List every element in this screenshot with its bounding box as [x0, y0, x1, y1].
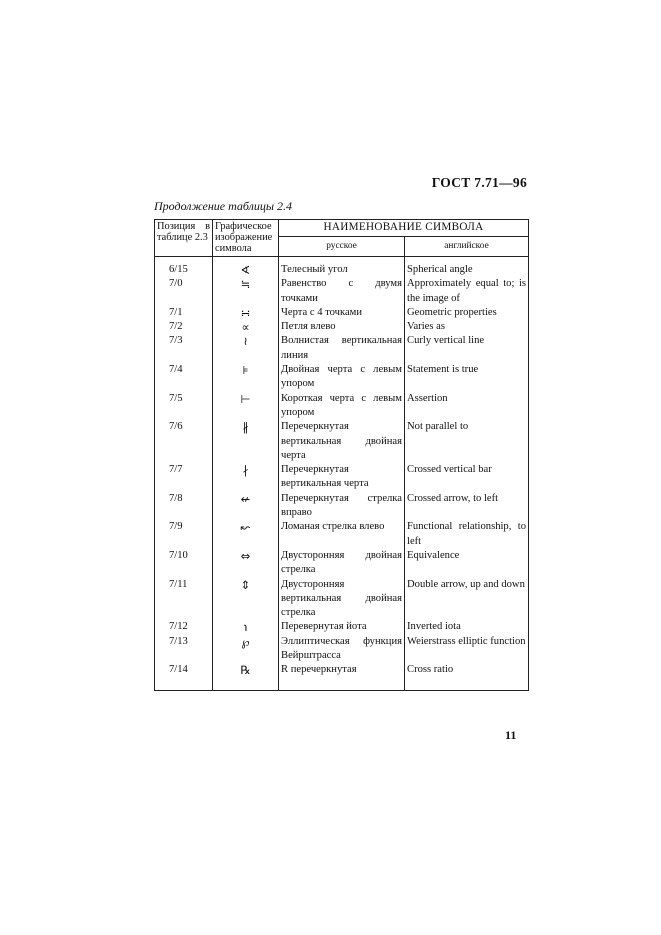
position-cell: 7/1 [155, 306, 213, 320]
approx-equal-dots-icon: ≒ [213, 277, 279, 306]
position-cell: 7/10 [155, 549, 213, 578]
russian-name-cell: Петля влево [279, 320, 405, 334]
position-cell: 7/6 [155, 420, 213, 463]
header-position: Позиция в таблице 2.3 [155, 220, 213, 257]
table-row [155, 492, 529, 521]
english-name-cell: Crossed arrow, to left [405, 492, 529, 521]
table-row [155, 277, 529, 306]
russian-name-cell: Эллиптическая функция Вейрштрасса [279, 635, 405, 664]
header-symbol-name: НАИМЕНОВАНИЕ СИМВОЛА [279, 220, 529, 237]
table-row [155, 320, 529, 334]
position-cell: 7/3 [155, 334, 213, 363]
right-tack-icon: ⊢ [213, 392, 279, 421]
header-graphic-image: Графическое изображение символа [213, 220, 279, 257]
english-name-cell: Approximately equal to; is the image of [405, 277, 529, 306]
table-row [155, 520, 529, 549]
table-row [155, 620, 529, 634]
document-code: ГОСТ 7.71—96 [431, 175, 527, 190]
english-name-cell: Crossed vertical bar [405, 463, 529, 492]
position-cell: 7/7 [155, 463, 213, 492]
table-row [155, 635, 529, 664]
position-cell: 7/2 [155, 320, 213, 334]
geometric-proportion-icon: ∺ [213, 306, 279, 320]
double-arrow-up-down-icon: ⇕ [213, 578, 279, 621]
russian-name-cell: Перевернутая йота [279, 620, 405, 634]
russian-name-cell: Перечеркнутая стрелка вправо [279, 492, 405, 521]
table-row [155, 334, 529, 363]
english-name-cell: Varies as [405, 320, 529, 334]
models-icon: ⊧ [213, 363, 279, 392]
russian-name-cell: Короткая черта с левым упором [279, 392, 405, 421]
position-cell: 7/12 [155, 620, 213, 634]
table-row [155, 578, 529, 621]
russian-name-cell: Перечеркнутая вертикальная двойная черта [279, 420, 405, 463]
position-cell: 7/9 [155, 520, 213, 549]
position-cell: 7/0 [155, 277, 213, 306]
english-name-cell: Inverted iota [405, 620, 529, 634]
table-row [155, 392, 529, 421]
english-name-cell: Geometric properties [405, 306, 529, 320]
russian-name-cell: Двусторонняя двойная стрелка [279, 549, 405, 578]
table-continuation-caption: Продолжение таблицы 2.4 [154, 199, 293, 213]
position-cell: 7/14 [155, 663, 213, 690]
english-name-cell: Not parallel to [405, 420, 529, 463]
table-row [155, 257, 529, 278]
page-number: 11 [505, 728, 517, 742]
table-row [155, 363, 529, 392]
crossed-r-icon: ℞ [213, 663, 279, 690]
table-row [155, 420, 529, 463]
position-cell: 6/15 [155, 257, 213, 278]
english-name-cell: Cross ratio [405, 663, 529, 690]
wave-arrow-left-icon: ↜ [213, 520, 279, 549]
position-cell: 7/8 [155, 492, 213, 521]
header-english: английское [405, 237, 529, 257]
position-cell: 7/11 [155, 578, 213, 621]
english-name-cell: Double arrow, up and down [405, 578, 529, 621]
table-row [155, 663, 529, 690]
english-name-cell: Functional relationship, to left [405, 520, 529, 549]
russian-name-cell: Двойная черта с левым упором [279, 363, 405, 392]
russian-name-cell: Телесный угол [279, 257, 405, 278]
proportional-icon: ∝ [213, 320, 279, 334]
english-name-cell: Curly vertical line [405, 334, 529, 363]
table-row [155, 463, 529, 492]
symbols-table [154, 219, 529, 691]
spherical-angle-icon: ∢ [213, 257, 279, 278]
position-cell: 7/5 [155, 392, 213, 421]
russian-name-cell: Черта с 4 точками [279, 306, 405, 320]
inverted-iota-icon: ℩ [213, 620, 279, 634]
not-parallel-icon: ∦ [213, 420, 279, 463]
curly-vertical-line-icon: ≀ [213, 334, 279, 363]
russian-name-cell: Ломаная стрелка влево [279, 520, 405, 549]
crossed-arrow-icon: ↚ [213, 492, 279, 521]
russian-name-cell: Двусторонняя вертикальная двойная стрелка [279, 578, 405, 621]
table-row [155, 306, 529, 320]
russian-name-cell: Равенство с двумя точками [279, 277, 405, 306]
russian-name-cell: R перечеркнутая [279, 663, 405, 690]
position-cell: 7/4 [155, 363, 213, 392]
english-name-cell: Weierstrass elliptic function [405, 635, 529, 664]
russian-name-cell: Перечеркнутая вертикальная черта [279, 463, 405, 492]
english-name-cell: Statement is true [405, 363, 529, 392]
english-name-cell: Assertion [405, 392, 529, 421]
header-russian: русское [279, 237, 405, 257]
weierstrass-p-icon: ℘ [213, 635, 279, 664]
position-cell: 7/13 [155, 635, 213, 664]
table-row [155, 549, 529, 578]
double-arrow-left-right-icon: ⇔ [213, 549, 279, 578]
russian-name-cell: Волнистая вертикальная линия [279, 334, 405, 363]
english-name-cell: Equivalence [405, 549, 529, 578]
english-name-cell: Spherical angle [405, 257, 529, 278]
crossed-vertical-bar-icon: ∤ [213, 463, 279, 492]
